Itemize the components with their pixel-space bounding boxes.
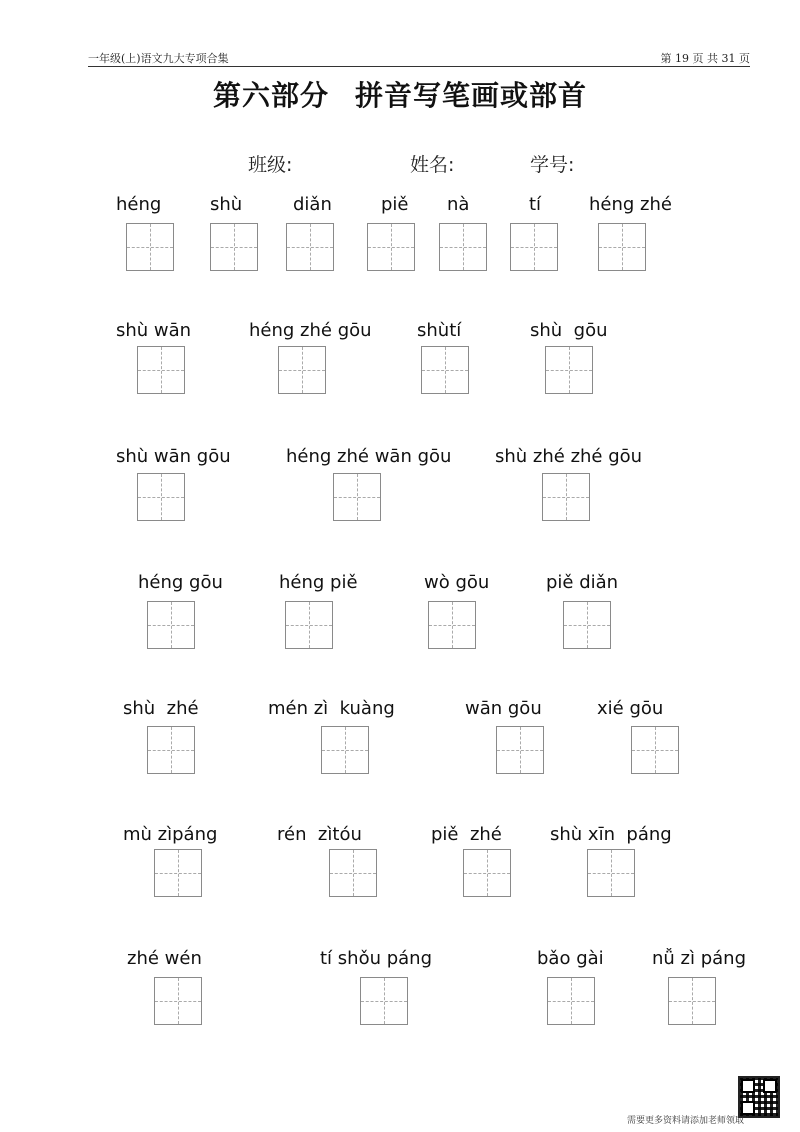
pinyin-label: mù zìpáng <box>123 824 218 845</box>
writing-box[interactable] <box>563 601 611 649</box>
pinyin-label: shù zhé <box>123 698 199 719</box>
writing-box[interactable] <box>547 977 595 1025</box>
pinyin-label: xié gōu <box>597 698 664 719</box>
pinyin-label: héng gōu <box>138 572 223 593</box>
pinyin-label: héng <box>116 194 162 215</box>
writing-box[interactable] <box>421 346 469 394</box>
pinyin-label: shù xīn páng <box>550 824 672 845</box>
section-title <box>0 74 800 114</box>
pinyin-label: rén zìtóu <box>277 824 362 845</box>
writing-box[interactable] <box>598 223 646 271</box>
writing-box[interactable] <box>439 223 487 271</box>
pinyin-label: héng zhé wān gōu <box>286 446 452 467</box>
qr-code <box>738 1076 780 1118</box>
writing-box[interactable] <box>631 726 679 774</box>
writing-box[interactable] <box>137 473 185 521</box>
writing-box[interactable] <box>542 473 590 521</box>
writing-box[interactable] <box>510 223 558 271</box>
pinyin-label: piě <box>381 194 409 215</box>
writing-box[interactable] <box>360 977 408 1025</box>
writing-box[interactable] <box>668 977 716 1025</box>
pinyin-label: héng piě <box>279 572 358 593</box>
page-number: 第 19 页 共 31 页 <box>660 52 750 65</box>
writing-box[interactable] <box>333 473 381 521</box>
pinyin-label: shùtí <box>417 320 462 341</box>
writing-box[interactable] <box>154 849 202 897</box>
pinyin-label: piě diǎn <box>546 572 619 593</box>
pinyin-label: diǎn <box>293 194 332 215</box>
pinyin-label: shù zhé zhé gōu <box>495 446 643 467</box>
section-part: 第六部分 <box>212 79 329 112</box>
writing-box[interactable] <box>428 601 476 649</box>
writing-box[interactable] <box>126 223 174 271</box>
pinyin-label: tí shǒu páng <box>320 948 432 969</box>
name-label: 姓名: <box>410 154 455 176</box>
writing-box[interactable] <box>545 346 593 394</box>
pinyin-label: bǎo gài <box>537 948 604 969</box>
pinyin-label: héng zhé <box>589 194 672 215</box>
writing-box[interactable] <box>147 601 195 649</box>
pinyin-label: tí <box>529 194 542 215</box>
pinyin-label: wān gōu <box>465 698 542 719</box>
writing-box[interactable] <box>147 726 195 774</box>
pinyin-label: shù wān gōu <box>116 446 231 467</box>
writing-box[interactable] <box>278 346 326 394</box>
writing-box[interactable] <box>587 849 635 897</box>
writing-box[interactable] <box>210 223 258 271</box>
footer-note: 需要更多资料请添加老师领取 <box>626 1116 744 1126</box>
pinyin-label: shù wān <box>116 320 192 341</box>
pinyin-label: héng zhé gōu <box>249 320 372 341</box>
writing-box[interactable] <box>321 726 369 774</box>
writing-box[interactable] <box>496 726 544 774</box>
writing-box[interactable] <box>463 849 511 897</box>
pinyin-label: wò gōu <box>424 572 490 593</box>
pinyin-label: nà <box>447 194 470 215</box>
pinyin-label: shù gōu <box>530 320 608 341</box>
writing-box[interactable] <box>286 223 334 271</box>
pinyin-label: zhé wén <box>127 948 202 969</box>
writing-box[interactable] <box>329 849 377 897</box>
writing-box[interactable] <box>137 346 185 394</box>
pinyin-label: mén zì kuàng <box>268 698 395 719</box>
pinyin-label: nǚ zì páng <box>652 948 746 969</box>
writing-box[interactable] <box>285 601 333 649</box>
book-title: 一年级(上)语文九大专项合集 <box>88 52 229 65</box>
page-header <box>88 48 750 67</box>
class-label: 班级: <box>248 154 293 176</box>
pinyin-label: shù <box>210 194 243 215</box>
pinyin-label: piě zhé <box>431 824 502 845</box>
writing-box[interactable] <box>367 223 415 271</box>
section-subject: 拼音写笔画或部首 <box>355 79 588 112</box>
writing-box[interactable] <box>154 977 202 1025</box>
student-id-label: 学号: <box>530 154 575 176</box>
